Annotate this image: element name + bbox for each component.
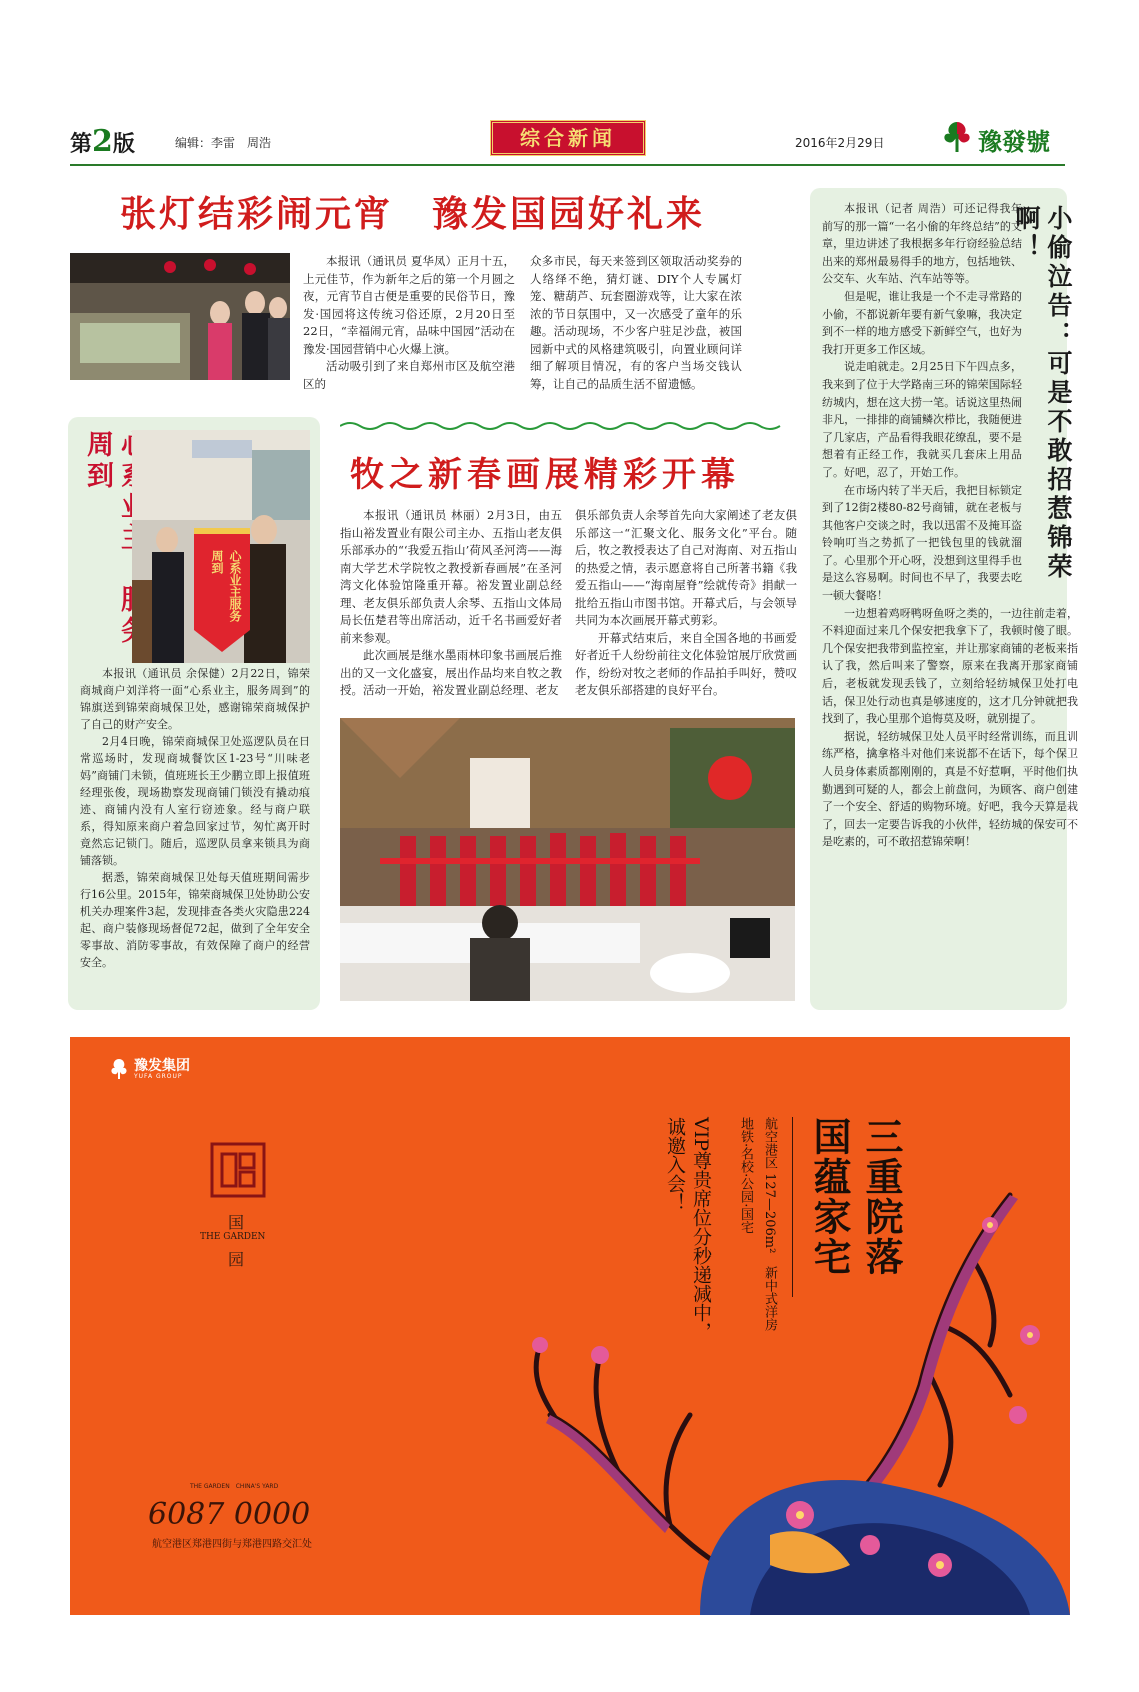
group-logo	[108, 1055, 228, 1085]
ad-headline-text: 三重院落	[859, 1117, 904, 1277]
brand-cn-bottom: 园	[228, 1250, 245, 1269]
brand-logo	[940, 118, 1065, 156]
photo-ribbon-cutting-image	[340, 718, 795, 1001]
article3-para: 此次画展是继水墨雨林印象书画展后推出的又一文化盛宴，展出作品均来自牧之教授。活动一开始，裕发置业副总经理、老友	[340, 648, 562, 697]
article3-para: 开幕式结束后，来自全国各地的书画爱好者近千人纷纷前往文化体验馆展厅欣赏画作，纷纷对牧之老师的作品拍手叫好，赞叹老友俱乐部搭建的良好平台。	[575, 630, 797, 697]
article4-title-text: 小偷泣告：可是不敢招惹锦荣啊！	[1012, 205, 1073, 582]
real-estate-ad	[70, 1037, 1070, 1615]
ad-headline-text: 国蕴家宅	[807, 1117, 852, 1277]
issue-date: 2016年2月29日	[795, 136, 885, 150]
page-header	[70, 118, 1065, 166]
ad-spec-text: 航空港区 127—206m² 新中式洋房	[762, 1117, 777, 1332]
article4-para: 但是呢，谁让我是一个不走寻常路的小偷，不都说新年要有新气象嘛，我决定到不一样的地方感受下新鲜空气，也好为我打开更多工作区域。	[822, 289, 1022, 356]
section-title: 综合新闻	[490, 120, 646, 156]
article2-para: 本报讯（通讯员 余保健）2月22日，锦荣商城商户刘洋将一面“心系业主，服务周到”的锦旗送到锦荣商城保卫处，感谢锦荣商城保护了自己的财产安全。	[80, 667, 310, 731]
brand-cn-top: 国	[228, 1213, 245, 1232]
article3-para: 俱乐部负责人余琴首先向大家阐述了老友俱乐部这一“汇聚文化、服务文化”平台。随后，牧之教授表达了自己对海南、对五指山的热爱之情，表示愿意将自己所著书籍《我爱五指山——“海南屋脊”绘就传奇》捐献一批给五指山市图书馆。开幕式后，与会领导共同为本次画展开幕式剪彩。	[575, 508, 797, 627]
article4-para: 本报讯（记者 周浩）可还记得我年前写的那一篇“一名小偷的年终总结”的文章，里边讲述了我根据多年行窃经验总结出来的郑州最易得手的地方，包括地铁、公交车、火车站、汽车站等等。	[822, 202, 1022, 286]
banner-line: 心系业主	[228, 550, 242, 598]
brand-en: THE GARDEN	[200, 1232, 266, 1242]
editors: 编辑：李雷 周浩	[175, 136, 272, 150]
article2-para: 2月4日晚，锦荣商城保卫处巡逻队员在日常巡场时，发现商城餐饮区1-23号“川味老妈”商铺门未锁，值班班长王少鹏立即上报值班经理张俊，现场勘察发现商铺门锁没有撬动痕迹、商铺内没有人室行窃迹象。经与商户联系，得知原来商户着急回家过节，匆忙离开时竟然忘记锁门。随后，巡逻队员拿来锁具为商铺落锁。	[80, 735, 310, 867]
article3-para: 本报讯（通讯员 林丽）2月3日，由五指山裕发置业有限公司主办、五指山老友俱乐部承办的“‘我爱五指山’荷风圣河湾——海南大学艺术学院牧之教授新春画展”在圣河湾文化体验馆隆重开幕。裕发置业副总经理、老友俱乐部负责人余琴、五指山文体局局长伍楚君等出席活动，近千名书画爱好者前来参观。	[340, 508, 562, 645]
article1-col1	[303, 253, 515, 393]
article3-col1	[340, 507, 562, 700]
banner-line: 服务周到	[210, 550, 242, 622]
photo-ribbon-cutting	[340, 718, 795, 1001]
article4-para: 一边想着鸡呀鸭呀鱼呀之类的，一边往前走着，不料迎面过来几个保安把我拿下了，我顿时傻了眼。几个保安把我带到监控室，并让那家商铺的老板来指认了我，然后叫来了警察，原来在我离开那家商铺后，老板就发现丢钱了，立刻给轻纺城保卫处打电话，保卫处行动也真是够速度的，这才几分钟就把我找到了，我心里那个追悔莫及呀，就别提了。	[822, 606, 1078, 726]
article2-body	[80, 665, 310, 971]
garden-seal-icon	[210, 1142, 266, 1198]
article2-title-text: 周到	[82, 430, 113, 492]
banner-text	[202, 550, 244, 630]
article1-para: 本报讯（通讯员 夏华凤）正月十五，上元佳节，作为新年之后的第一个月圆之夜，元宵节自古便是重要的民俗节日，豫发·国园将这传统习俗还原，2月20日至22日，“幸福闹元宵，品味中国园”活动在豫发·国园营销中心火爆上演。	[303, 254, 515, 356]
article4-para: 说走咱就走。2月25日下午四点多，我来到了位于大学路南三环的锦荣国际轻纺城内，想在这大捞一笔。话说这里热闹非凡，一排排的商铺鳞次栉比，我随便进了几家店，产品看得我眼花缭乱，要不是想着有正经工作，我就买几套床上用品了。好吧，忍了，开始工作。	[822, 360, 1022, 479]
ad-phone: 6087 0000	[148, 1497, 311, 1532]
ad-promo-text: 诚邀入会！	[664, 1117, 686, 1212]
group-logo-text: 豫发集团	[134, 1058, 190, 1074]
decorative-wave	[340, 420, 790, 432]
article4-para: 在市场内转了半天后，我把目标锁定到了12街2楼80-82号商铺，就在老板与其他客户交谈之时，我以迅雷不及掩耳盗铃响叮当之势抓了一把钱包里的钱就溜了。心里那个开心呀，没想到这里得手也是这么容易啊。时间也不早了，我要去吃一顿大餐咯！	[822, 483, 1022, 603]
headline-art-exhibition: 牧之新春画展精彩开幕	[350, 455, 740, 495]
deer-antler-illustration	[470, 1185, 1070, 1615]
edition-prefix: 第	[70, 131, 93, 157]
article1-para: 活动吸引到了来自郑州市区及航空港区的	[303, 359, 515, 391]
edition-suffix: 版	[112, 131, 135, 157]
ad-address: 航空港区郑港四街与郑港四路交汇处	[152, 1539, 312, 1550]
brand-name: 豫發號	[978, 127, 1050, 156]
group-logo-sub: YUFA GROUP	[134, 1073, 183, 1080]
article2-para: 据悉，锦荣商城保卫处每天值班期间需步行16公里。2015年，锦荣商城保卫处协助公安机关办理案件3起，发现排查各类火灾隐患224起、商户装修现场督促72起，做到了全年安全零事故、消防零事故，有效保障了商户的经营安全。	[80, 871, 310, 969]
photo-sales-center	[70, 253, 290, 380]
ad-spec-text: 地铁·名校·公园·国宅	[738, 1117, 753, 1234]
brand-leaf-icon	[940, 118, 974, 154]
edition-label	[70, 124, 135, 159]
article3-col2	[575, 507, 797, 700]
ad-tagline-small: THE GARDEN CHINA'S YARD	[190, 1483, 279, 1490]
headline-lantern-festival: 张灯结彩闹元宵 豫发国园好礼来	[120, 193, 706, 235]
article1-col2	[530, 253, 742, 393]
article4-para: 据说，轻纺城保卫处人员平时经常训练，而且训练严格，擒拿格斗对他们来说都不在话下，每个保卫人员身体素质都刚刚的，真是不好惹啊，平时他们执勤遇到可疑的人，都会上前盘问，为顾客、商户创建了一个安全、舒适的购物环境。好吧，我今天算是栽了，回去一定要告诉我的小伙伴，轻纺城的保安可不是吃素的，可不敢招惹锦荣啊！	[822, 729, 1078, 849]
photo-sales-center-image	[70, 253, 290, 380]
group-logo-icon	[108, 1057, 130, 1079]
edition-number: 2	[92, 124, 113, 159]
article1-para: 众多市民，每天来签到区领取活动奖券的人络绎不绝，猜灯谜、DIY个人专属灯笼、糖葫芦、玩套圈游戏等，让大家在浓浓的节日氛围中，又一次感受了童年的乐趣。活动现场，不少客户驻足沙盘，被国园新中式的风格建筑吸引，向置业顾问详细了解项目情况，有的客户当场交钱认筹，让自己的品质生活不留遗憾。	[530, 254, 742, 391]
photo-banner-handover	[132, 430, 310, 663]
ad-promo-text: VIP尊贵席位分秒递减中，	[690, 1117, 712, 1342]
